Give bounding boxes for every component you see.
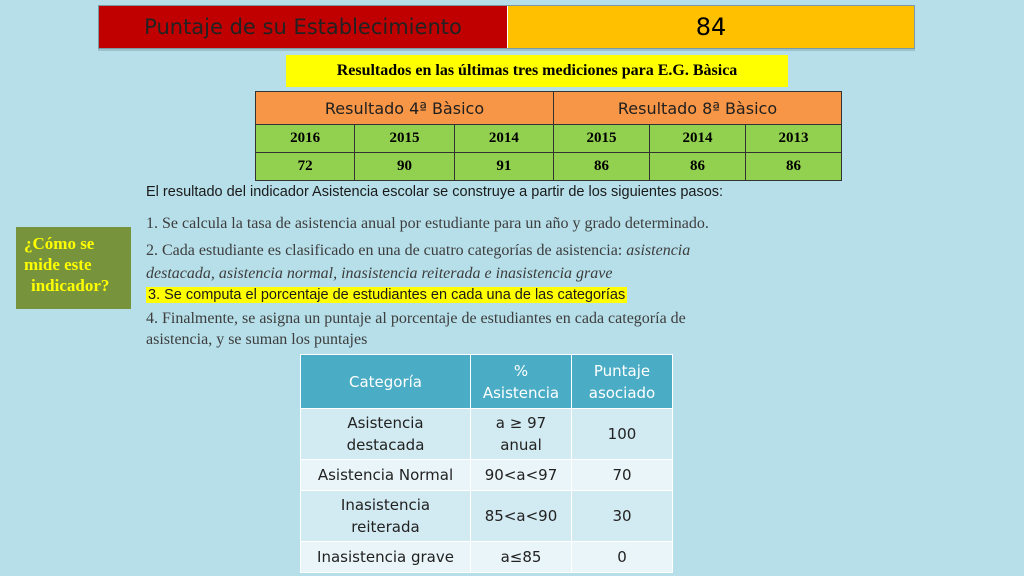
step-2-line-2: destacada, asistencia normal, inasistencia reiterada e inasistencia grave: [146, 265, 613, 282]
col-header-puntaje: Puntaje asociado: [572, 355, 673, 409]
table-row: [301, 542, 673, 573]
year-cell: 2013: [746, 125, 842, 153]
year-cell: 2014: [650, 125, 746, 153]
points-cell: 70: [572, 460, 673, 491]
category-cell: Asistencia Normal: [301, 460, 471, 491]
header-8-basico: Resultado 8ª Bàsico: [554, 92, 842, 125]
results-table: [255, 91, 842, 181]
how-line-1: ¿Cómo se: [24, 234, 95, 253]
how-measured-box: [16, 227, 131, 309]
range-cell: a ≥ 97 anual: [471, 409, 572, 460]
score-cell: 86: [554, 153, 650, 181]
category-cell: Inasistencia reiterada: [301, 491, 471, 542]
year-cell: 2015: [355, 125, 454, 153]
step-3: 3. Se computa el porcentaje de estudiantes en cada una de las categorías: [148, 287, 626, 303]
score-value: 84: [508, 6, 914, 48]
score-cell: 90: [355, 153, 454, 181]
points-cell: 0: [572, 542, 673, 573]
col-header-categoria: Categoría: [301, 355, 471, 409]
intro-text: El resultado del indicador Asistencia escolar se construye a partir de los siguientes pasos:: [146, 184, 724, 200]
categories-table: [300, 354, 673, 573]
step-4-line-1: 4. Finalmente, se asigna un puntaje al porcentaje de estudiantes en cada categoría de: [146, 310, 686, 327]
range-cell: 85<a<90: [471, 491, 572, 542]
step-2-italic: asistencia: [626, 242, 691, 259]
col-header-asistencia: % Asistencia: [471, 355, 572, 409]
range-cell: 90<a<97: [471, 460, 572, 491]
range-cell: a≤85: [471, 542, 572, 573]
score-cell: 72: [256, 153, 355, 181]
score-cell: 91: [454, 153, 553, 181]
score-banner: [98, 5, 915, 49]
table-row: [301, 409, 673, 460]
points-cell: 100: [572, 409, 673, 460]
year-cell: 2015: [554, 125, 650, 153]
year-cell: 2014: [454, 125, 553, 153]
score-cell: 86: [746, 153, 842, 181]
how-line-3: indicador?: [31, 276, 110, 295]
how-line-2: mide este: [24, 255, 92, 274]
step-4-line-2: asistencia, y se suman los puntajes: [146, 331, 368, 348]
table-row: [301, 460, 673, 491]
step-2-text: 2. Cada estudiante es clasificado en una de cuatro categorías de asistencia:: [146, 242, 627, 259]
step-2-line-1: [146, 242, 690, 260]
step-1: 1. Se calcula la tasa de asistencia anual por estudiante para un año y grado determinado.: [146, 215, 709, 232]
header-4-basico: Resultado 4ª Bàsico: [256, 92, 554, 125]
points-cell: 30: [572, 491, 673, 542]
table-row: [301, 491, 673, 542]
score-cell: 86: [650, 153, 746, 181]
category-cell: Asistencia destacada: [301, 409, 471, 460]
results-subtitle: Resultados en las últimas tres mediciones para E.G. Bàsica: [286, 55, 788, 87]
year-cell: 2016: [256, 125, 355, 153]
category-cell: Inasistencia grave: [301, 542, 471, 573]
score-label: Puntaje de su Establecimiento: [99, 6, 508, 48]
